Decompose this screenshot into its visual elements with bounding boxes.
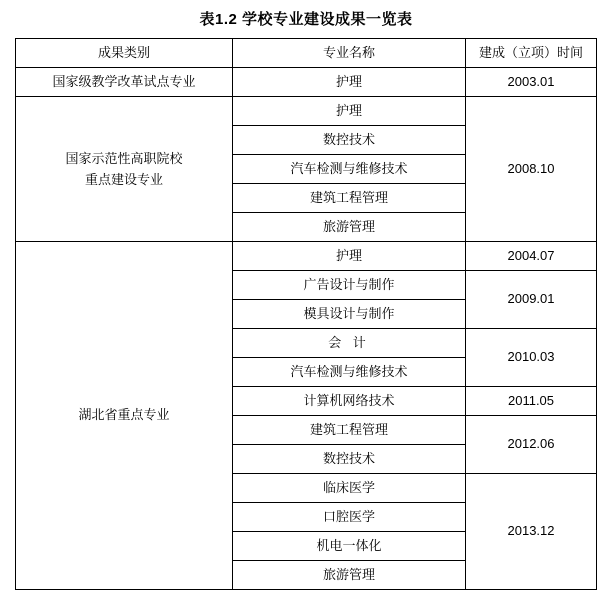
major-cell: 护理 bbox=[233, 97, 466, 126]
category-cell-1: 国家级教学改革试点专业 bbox=[16, 68, 233, 97]
achievement-table bbox=[15, 38, 597, 590]
time-cell: 2010.03 bbox=[466, 329, 597, 387]
time-cell: 2011.05 bbox=[466, 387, 597, 416]
time-cell: 2013.12 bbox=[466, 474, 597, 590]
time-cell: 2012.06 bbox=[466, 416, 597, 474]
column-header-category: 成果类别 bbox=[16, 39, 233, 68]
table-row bbox=[16, 242, 597, 271]
major-cell: 旅游管理 bbox=[233, 213, 466, 242]
major-cell: 汽车检测与维修技术 bbox=[233, 358, 466, 387]
major-cell: 数控技术 bbox=[233, 445, 466, 474]
column-header-time: 建成（立项）时间 bbox=[466, 39, 597, 68]
major-cell: 护理 bbox=[233, 242, 466, 271]
category-cell-3: 湖北省重点专业 bbox=[16, 242, 233, 590]
major-cell: 护理 bbox=[233, 68, 466, 97]
major-cell: 汽车检测与维修技术 bbox=[233, 155, 466, 184]
category-line-2: 重点建设专业 bbox=[84, 172, 163, 187]
time-cell: 2004.07 bbox=[466, 242, 597, 271]
major-cell: 数控技术 bbox=[233, 126, 466, 155]
major-cell: 计算机网络技术 bbox=[233, 387, 466, 416]
major-cell: 临床医学 bbox=[233, 474, 466, 503]
major-cell: 旅游管理 bbox=[233, 561, 466, 590]
category-cell-2 bbox=[16, 97, 233, 242]
table-caption: 表1.2 学校专业建设成果一览表 bbox=[199, 11, 413, 28]
table-row bbox=[16, 68, 597, 97]
major-cell: 会 计 bbox=[233, 329, 466, 358]
major-cell: 建筑工程管理 bbox=[233, 184, 466, 213]
time-cell: 2003.01 bbox=[466, 68, 597, 97]
table-row bbox=[16, 97, 597, 126]
category-line-1: 国家示范性高职院校 bbox=[65, 150, 183, 166]
major-cell: 口腔医学 bbox=[233, 503, 466, 532]
major-cell: 机电一体化 bbox=[233, 532, 466, 561]
column-header-major: 专业名称 bbox=[233, 39, 466, 68]
major-cell: 建筑工程管理 bbox=[233, 416, 466, 445]
major-cell: 模具设计与制作 bbox=[233, 300, 466, 329]
major-cell: 广告设计与制作 bbox=[233, 271, 466, 300]
time-cell: 2009.01 bbox=[466, 271, 597, 329]
table-header-row bbox=[16, 39, 597, 68]
time-cell: 2008.10 bbox=[466, 97, 597, 242]
